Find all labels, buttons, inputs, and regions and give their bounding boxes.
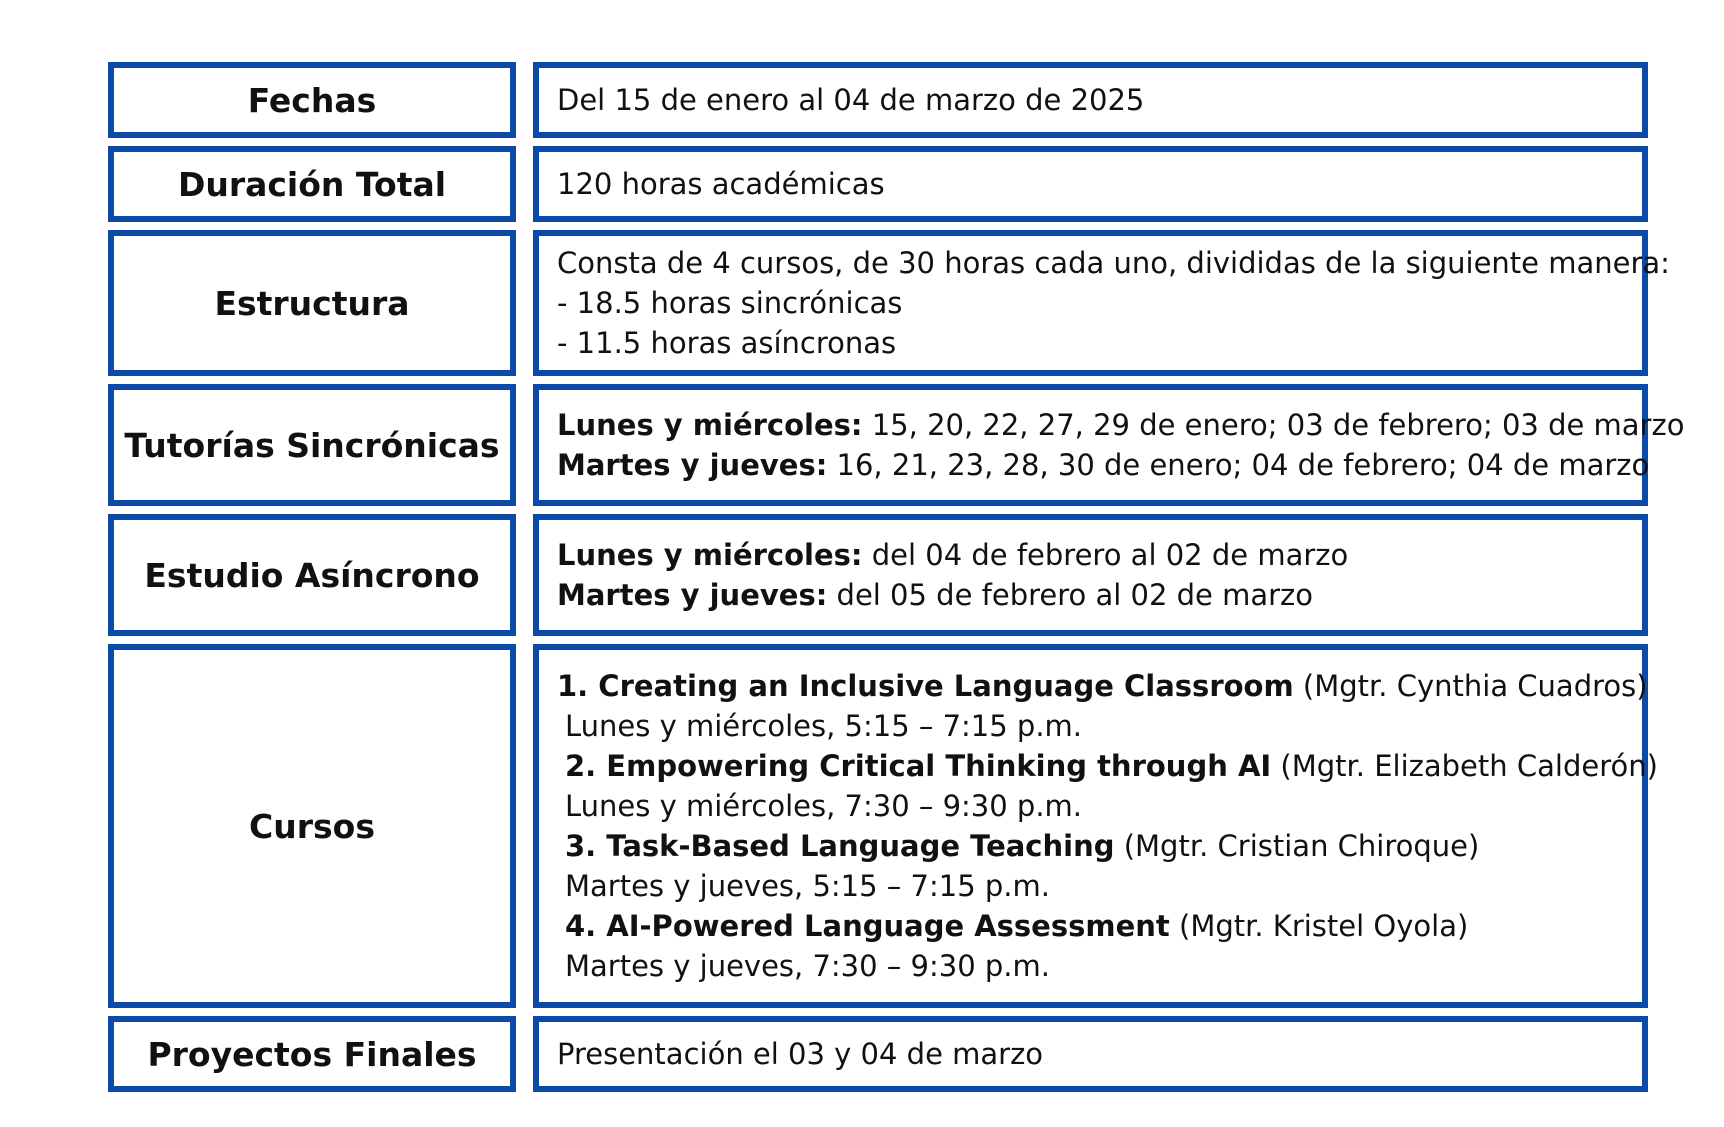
estudio-day-label: Lunes y miércoles:: [557, 538, 863, 572]
estructura-label: Estructura: [214, 283, 410, 323]
course-schedule: Lunes y miércoles, 7:30 – 9:30 p.m.: [565, 789, 1083, 823]
course-title-line: [557, 666, 1648, 706]
course-teacher: (Mgtr. Cristian Chiroque): [1114, 829, 1480, 863]
estudio-dates: del 05 de febrero al 02 de marzo: [827, 578, 1314, 612]
course-schedule: Martes y jueves, 5:15 – 7:15 p.m.: [565, 869, 1050, 903]
course-teacher: (Mgtr. Elizabeth Calderón): [1271, 749, 1658, 783]
duracion-label-cell: [108, 146, 516, 222]
cursos-label: Cursos: [249, 806, 375, 846]
estudio-value-cell: [533, 514, 1648, 636]
proyectos-label: Proyectos Finales: [147, 1034, 477, 1074]
duracion-value: 120 horas académicas: [557, 167, 885, 201]
course-title-line: [557, 746, 1658, 786]
proyectos-label-cell: [108, 1016, 516, 1092]
proyectos-value-cell: [533, 1016, 1648, 1092]
estudio-day-label: Martes y jueves:: [557, 578, 828, 612]
course-teacher: (Mgtr. Kristel Oyola): [1169, 909, 1469, 943]
course-title-line: [557, 906, 1642, 946]
estudio-label-cell: [108, 514, 516, 636]
fechas-value: Del 15 de enero al 04 de marzo de 2025: [557, 83, 1145, 117]
tutorias-line: [557, 445, 1650, 485]
fechas-value-cell: [533, 62, 1648, 138]
course-schedule: Lunes y miércoles, 5:15 – 7:15 p.m.: [565, 709, 1083, 743]
tutorias-value-cell: [533, 384, 1685, 506]
cursos-label-cell: [108, 644, 516, 1008]
course-schedule: Martes y jueves, 7:30 – 9:30 p.m.: [565, 949, 1050, 983]
estructura-line: Consta de 4 cursos, de 30 horas cada uno, divididas de la siguiente manera:: [557, 246, 1670, 280]
estructura-value-cell: [533, 230, 1670, 376]
course-teacher: (Mgtr. Cynthia Cuadros): [1293, 669, 1648, 703]
proyectos-value: Presentación el 03 y 04 de marzo: [557, 1037, 1044, 1071]
estructura-line: - 18.5 horas sincrónicas: [557, 286, 903, 320]
duracion-label: Duración Total: [177, 164, 447, 204]
cursos-value-cell: [533, 644, 1658, 1008]
course-title-line: [557, 826, 1642, 866]
tutorias-label-cell: [108, 384, 516, 506]
estructura-label-cell: [108, 230, 516, 376]
estudio-dates: del 04 de febrero al 02 de marzo: [862, 538, 1349, 572]
tutorias-dates: 16, 21, 23, 28, 30 de enero; 04 de febrero; 04 de marzo: [827, 448, 1650, 482]
fechas-label-cell: [108, 62, 516, 138]
course-title: 2. Empowering Critical Thinking through AI: [565, 749, 1272, 783]
duracion-value-cell: [533, 146, 1648, 222]
fechas-label: Fechas: [247, 80, 377, 120]
tutorias-line: [557, 405, 1685, 445]
tutorias-day-label: Lunes y miércoles:: [557, 408, 863, 442]
estudio-line: [557, 535, 1642, 575]
course-title: 4. AI-Powered Language Assessment: [565, 909, 1170, 943]
estudio-label: Estudio Asíncrono: [144, 555, 480, 595]
tutorias-label: Tutorías Sincrónicas: [124, 425, 500, 465]
estudio-line: [557, 575, 1642, 615]
course-title: 3. Task-Based Language Teaching: [565, 829, 1115, 863]
tutorias-dates: 15, 20, 22, 27, 29 de enero; 03 de febrero; 03 de marzo: [862, 408, 1685, 442]
course-title: 1. Creating an Inclusive Language Classroom: [557, 669, 1294, 703]
estructura-line: - 11.5 horas asíncronas: [557, 326, 897, 360]
tutorias-day-label: Martes y jueves:: [557, 448, 828, 482]
